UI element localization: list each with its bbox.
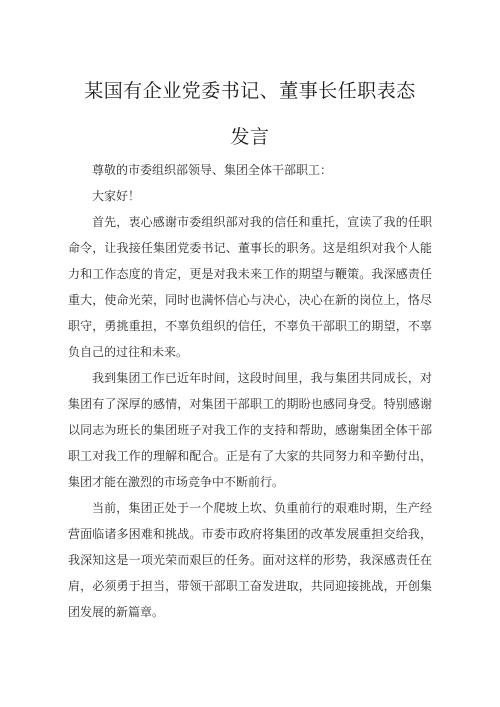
document-title-line-2: 发言 (230, 126, 270, 148)
paragraph: 我到集团工作已近年时间，这段时间里，我与集团共同成长，对集团有了深厚的感情，对集团干部职工的期盼也感同身受。特别感谢以同志为班长的集团班子对我工作的支持和帮助，感谢集团全体干部职工对我工作的理解和配合。正是有了大家的共同努力和辛勤付出，集团才能在激烈的市场竞争中不断前行。 (68, 371, 432, 489)
document-body (68, 157, 432, 625)
greeting: 大家好！ (92, 189, 141, 203)
paragraph: 当前，集团正处于一个爬坡上坎、负重前行的艰难时期，生产经营面临诸多困难和挑战。市委市政府将集团的改革发展重担交给我，我深知这是一项光荣而艰巨的任务。面对这样的形势，我深感责任在肩，必须勇于担当，带领干部职工奋发进取，共同迎接挑战，开创集团发展的新篇章。 (68, 501, 432, 619)
salutation: 尊敬的市委组织部领导、集团全体干部职工： (92, 163, 333, 177)
paragraph: 首先，衷心感谢市委组织部对我的信任和重托，宣读了我的任职命令，让我接任集团党委书记、董事长的职务。这是组织对我个人能力和工作态度的肯定，更是对我未来工作的期望与鞭策。我深感责任重大，使命光荣，同时也满怀信心与决心，决心在新的岗位上，恪尽职守，勇挑重担，不辜负组织的信任，不辜负干部职工的期望，不辜负自己的过往和未来。 (68, 215, 432, 359)
document-title-line-1: 某国有企业党委书记、董事长任职表态 (84, 80, 416, 102)
